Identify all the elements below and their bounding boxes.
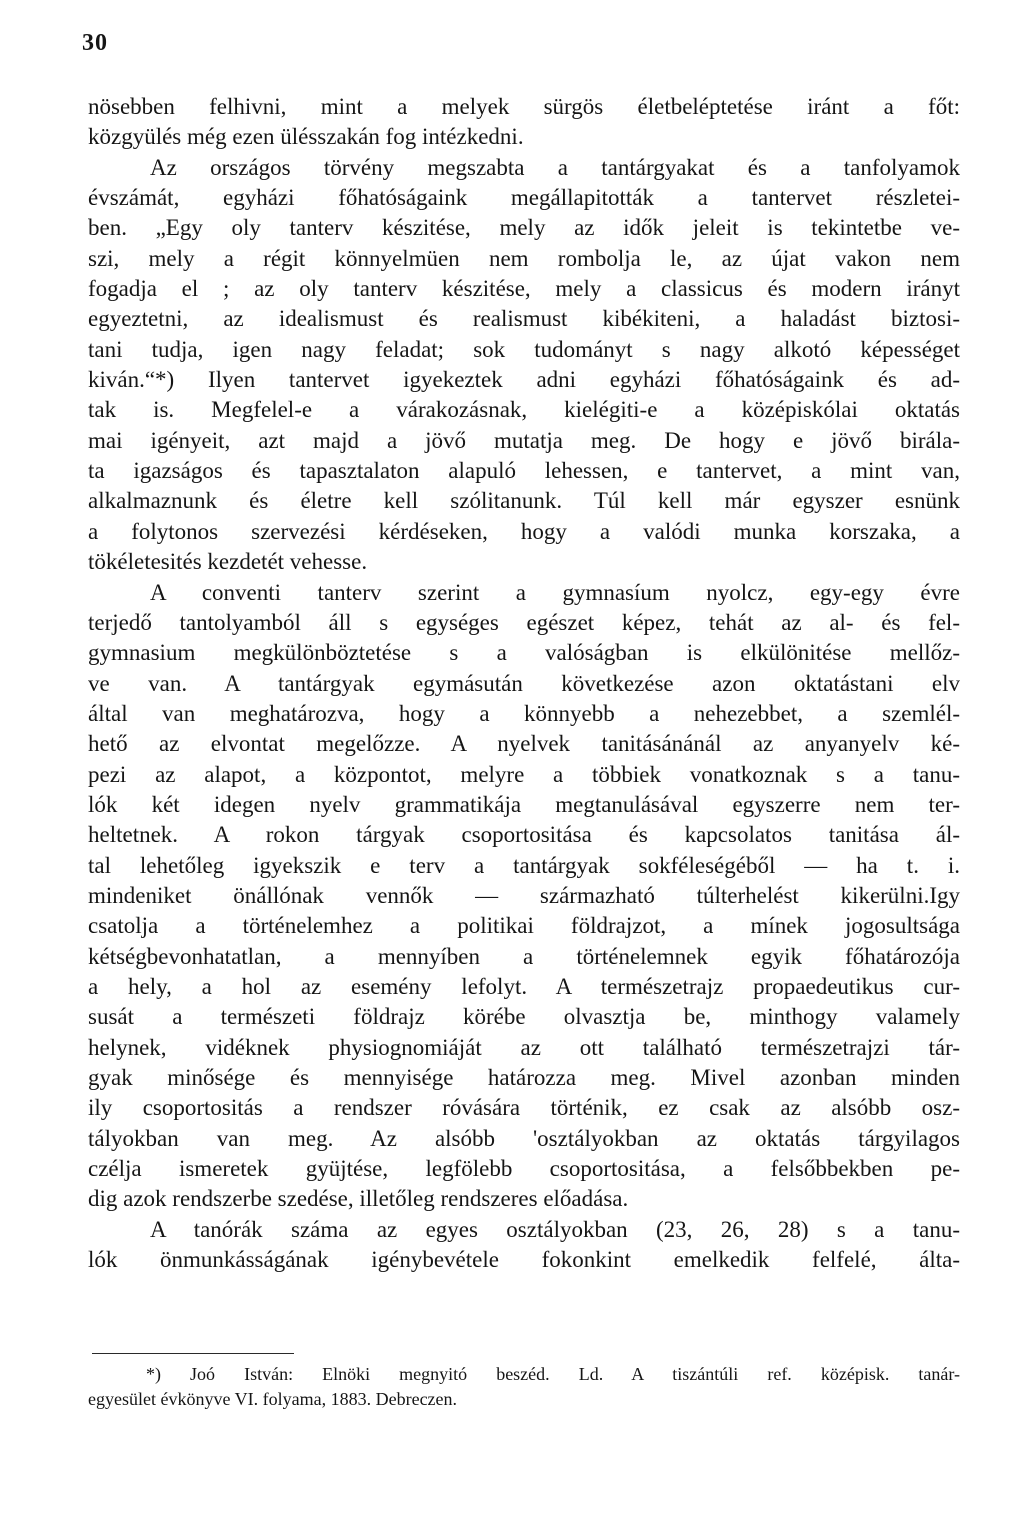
text-line: dig azok rendszerbe szedése, illetőleg rendszeres előadása. (88, 1186, 629, 1212)
text-line: A conventi tanterv szerint a gymnasíum nyolcz, egy-egy évre (150, 579, 960, 605)
footnote-line: *) Joó István: Elnöki megnyitó beszéd. Ld. A tiszántúli ref. középisk. tanár- (146, 1364, 960, 1384)
text-line: a folytonos szervezési kérdéseken, hogy a valódi munka korszaka, a (88, 518, 960, 544)
text-line: susát a természeti földrajz körébe olvasztja be, minthogy valamely (88, 1004, 960, 1030)
text-line: mai igényeit, azt majd a jövő mutatja meg. De hogy e jövő birála- (88, 427, 960, 453)
text-line: szi, mely a régit könnyelmüen nem rombolja le, az újat vakon nem (88, 245, 960, 271)
text-line: lók két idegen nyelv grammatikája megtanulásával egyszerre nem ter- (88, 791, 960, 817)
text-line: gymnasium megkülönböztetése s a valóságban is elkülönitése mellőz- (88, 640, 960, 666)
text-line: tal lehetőleg igyekszik e terv a tantárgyak sokféleségéből — ha t. i. (88, 852, 960, 878)
text-line: terjedő tantolyamból áll s egységes egészet képez, tehát az al- és fel- (88, 609, 960, 635)
text-line: alkalmaznunk és életre kell szólitanunk. Túl kell már egyszer esnünk (88, 488, 960, 514)
text-line: ta igazságos és tapasztalaton alapuló lehessen, e tantervet, a mint van, (88, 458, 960, 484)
text-line: gyak minősége és mennyisége határozza meg. Mivel azonban minden (88, 1065, 960, 1090)
text-line: pezi az alapot, a központot, melyre a többiek vonatkoznak s a tanu- (88, 761, 960, 787)
text-line: tályokban van meg. Az alsóbb 'osztályokban az oktatás tárgyilagos (88, 1125, 960, 1151)
page-number: 30 (82, 30, 108, 56)
text-line: által van meghatározva, hogy a könnyebb a nehezebbet, a szemlél- (88, 700, 960, 726)
text-line: A tanórák száma az egyes osztályokban (23, 26, 28) s a tanu- (150, 1216, 960, 1242)
text-line: tani tudja, igen nagy feladat; sok tudományt s nagy alkotó képességet (88, 336, 960, 362)
text-line: heltetnek. A rokon tárgyak csoportositása és kapcsolatos tanitása ál- (88, 822, 960, 848)
text-line: ily csoportositás a rendszer róvására történik, ez csak az alsóbb osz- (88, 1095, 960, 1121)
text-line: fogadja el ; az oly tanterv készitése, mely a classicus és modern irányt (88, 276, 960, 302)
text-line: egyeztetni, az idealismust és realismust kibékiteni, a haladást biztosi- (88, 306, 960, 332)
text-line: tökéletesités kezdetét vehesse. (88, 549, 368, 575)
text-line: lók önmunkásságának igénybevétele fokonkint emelkedik felfelé, álta- (88, 1247, 960, 1273)
footnote-line: egyesület évkönyve VI. folyama, 1883. Debreczen. (88, 1389, 458, 1409)
text-line: kétségbevonhatatlan, a mennyíben a történelemnek egyik főhatározója (88, 943, 960, 969)
text-line: tak is. Megfelel-e a várakozásnak, kielégiti-e a középiskólai oktatás (88, 397, 960, 423)
text-line: a hely, a hol az esemény lefolyt. A természetrajz propaedeutikus cur- (88, 973, 960, 999)
text-line: mindeniket önállónak vennők — származható túlterhelést kikerülni.Igy (88, 882, 960, 908)
footnote (88, 1362, 960, 1412)
text-line: kiván.“*) Ilyen tantervet igyekeztek adni egyházi főhatóságaink és ad- (88, 367, 960, 393)
text-line: évszámát, egyházi főhatóságaink megállapitották a tantervet részletei- (88, 185, 960, 211)
footnote-divider (92, 1353, 294, 1354)
text-line: czélja ismeretek gyüjtése, legfölebb csoportositása, a felsőbbekben pe- (88, 1156, 960, 1182)
text-line: ve van. A tantárgyak egymásután következése azon oktatástani elv (88, 670, 960, 696)
text-line: nösebben felhivni, mint a melyek sürgös életbeléptetése iránt a főt: (88, 94, 960, 119)
text-line: hető az elvontat megelőzze. A nyelvek tanitásánánál az anyanyelv ké- (88, 731, 960, 757)
text-line: helynek, vidéknek physiognomiáját az ott található természetrajzi tár- (88, 1034, 960, 1060)
text-line: közgyülés még ezen ülésszakán fog intézkedni. (88, 124, 524, 150)
body-text (88, 92, 960, 1275)
text-line: Az országos törvény megszabta a tantárgyakat és a tanfolyamok (150, 154, 960, 180)
text-line: csatolja a történelemhez a politikai földrajzot, a mínek jogosultsága (88, 913, 960, 939)
text-line: ben. „Egy oly tanterv készitése, mely az idők jeleit is tekintetbe ve- (88, 215, 960, 241)
